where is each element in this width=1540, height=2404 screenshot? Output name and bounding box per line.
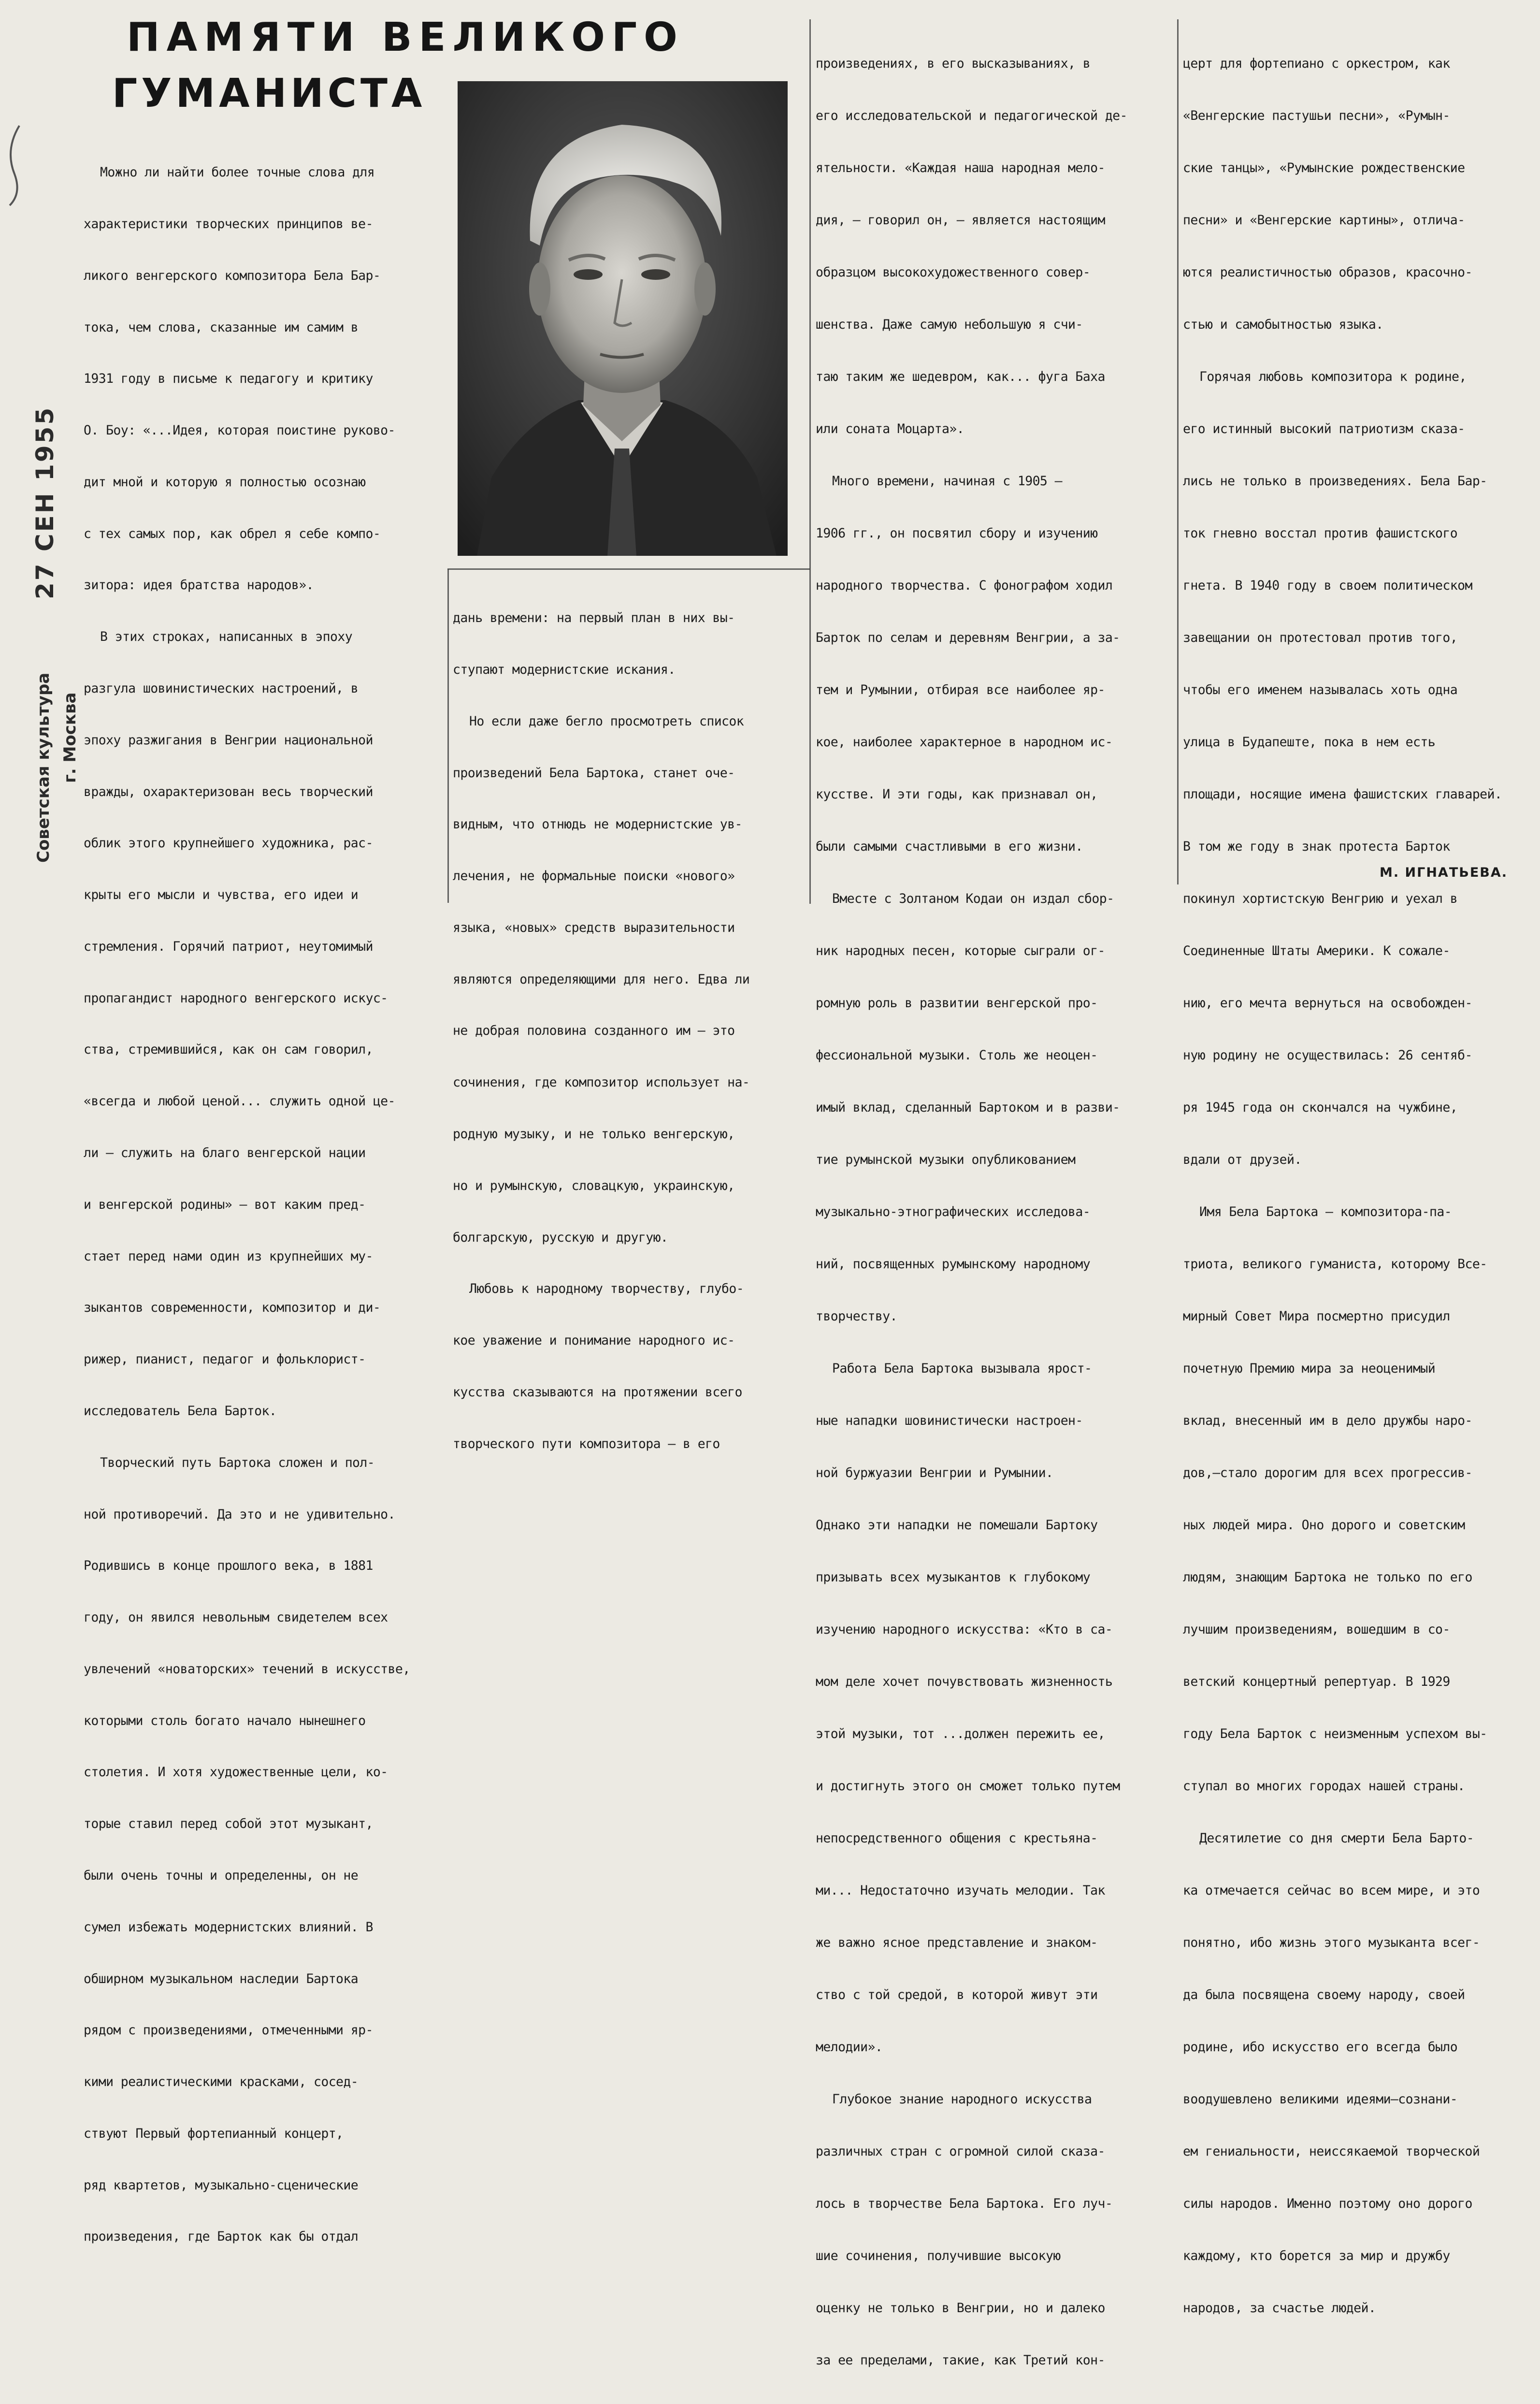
text-line: кими реалистическими красками, сосед- — [84, 2074, 359, 2090]
text-line: сумел избежать модернистских влияний. В — [84, 1919, 373, 1935]
text-line: тока, чем слова, сказанные им самим в — [84, 319, 359, 335]
text-line: зыкантов современности, композитор и ди- — [84, 1300, 381, 1316]
text-line: кое уважение и понимание народного ис- — [453, 1333, 735, 1348]
text-line: рядом с произведениями, отмеченными яр- — [84, 2023, 373, 2038]
text-line: Глубокое знание народного искусства — [832, 2092, 1092, 2107]
text-line: ветский концертный репертуар. В 1929 — [1183, 1674, 1450, 1690]
text-line: ликого венгерского композитора Бела Бар- — [84, 268, 381, 283]
text-line: ной буржуазии Венгрии и Румынии. — [816, 1465, 1053, 1481]
text-line: но и румынскую, словацкую, украинскую, — [453, 1178, 735, 1193]
text-line: и венгерской родины» — вот каким пред- — [84, 1197, 366, 1212]
text-line: произведения, где Барток как бы отдал — [84, 2229, 359, 2245]
text-line: ных людей мира. Оно дорого и советским — [1183, 1518, 1465, 1533]
photo-bottom-rule — [447, 568, 810, 570]
text-line: вклад, внесенный им в дело дружбы наро- — [1183, 1413, 1472, 1429]
text-line: дит мной и которую я полностью осознаю — [84, 474, 366, 490]
text-line: кусства сказываются на протяжении всего — [453, 1384, 742, 1400]
text-line: являются определяющими для него. Едва ли — [453, 971, 750, 987]
text-line: ство с той средой, в которой живут эти — [816, 1987, 1098, 2003]
text-line: ствуют Первый фортепианный концерт, — [84, 2126, 344, 2141]
text-line: его исследовательской и педагогической де- — [816, 108, 1127, 124]
text-line: Соединенные Штаты Америки. К сожале- — [1183, 943, 1450, 959]
text-line: изучению народного искусства: «Кто в са- — [816, 1622, 1113, 1637]
text-line: рижер, пианист, педагог и фольклорист- — [84, 1352, 366, 1367]
article-column-3 — [816, 20, 1173, 2368]
text-line: тем и Румынии, отбирая все наиболее яр- — [816, 682, 1105, 698]
text-line: нию, его мечта вернуться на освобожден- — [1183, 996, 1472, 1011]
text-line: Можно ли найти более точные слова для — [100, 165, 375, 180]
column-rule-1 — [447, 569, 449, 903]
text-line: имый вклад, сделанный Бартоком и в разви- — [816, 1100, 1120, 1115]
text-line: шенства. Даже самую небольшую я счи- — [816, 317, 1083, 333]
text-line: шие сочинения, получившие высокую — [816, 2248, 1061, 2264]
text-line: мом деле хочет почувствовать жизненность — [816, 1674, 1113, 1690]
text-line: силы народов. Именно поэтому оно дорого — [1183, 2196, 1472, 2212]
text-line: ные нападки шовинистически настроен- — [816, 1413, 1083, 1429]
text-line: ские танцы», «Румынские рождественские — [1183, 160, 1465, 176]
text-line: непосредственного общения с крестьяна- — [816, 1831, 1098, 1846]
text-line: лучшим произведениям, вошедшим в со- — [1183, 1622, 1450, 1637]
text-line: вражды, охарактеризован весь творческий — [84, 784, 373, 799]
text-line: ступают модернистские искания. — [453, 662, 676, 677]
text-line: Барток по селам и деревням Венгрии, а за- — [816, 630, 1120, 646]
text-line: почетную Премию мира за неоценимый — [1183, 1361, 1436, 1376]
column-rule-2 — [809, 19, 811, 904]
text-line: столетия. И хотя художественные цели, ко- — [84, 1765, 388, 1780]
text-line: понятно, ибо жизнь этого музыканта всег- — [1183, 1935, 1480, 1951]
text-line: да была посвящена своему народу, своей — [1183, 1987, 1465, 2003]
text-line: Но если даже бегло просмотреть список — [469, 713, 744, 729]
text-line: пропагандист народного венгерского искус- — [84, 990, 388, 1006]
text-line: ток гневно восстал против фашистского — [1183, 526, 1458, 541]
text-line: были самыми счастливыми в его жизни. — [816, 839, 1083, 854]
text-line: народов, за счастье людей. — [1183, 2301, 1376, 2316]
newspaper-stamp: Советская культура — [34, 672, 53, 863]
text-line: ной противоречий. Да это и не удивительно. — [84, 1506, 395, 1522]
text-line: лось в творчестве Бела Бартока. Его луч- — [816, 2196, 1113, 2212]
text-line: торые ставил перед собой этот музыкант, — [84, 1816, 373, 1832]
text-line: родную музыку, и не только венгерскую, — [453, 1127, 735, 1142]
text-line: и достигнуть этого он сможет только путем — [816, 1779, 1120, 1794]
column-rule-3 — [1177, 19, 1179, 884]
text-line: произведениях, в его высказываниях, в — [816, 56, 1091, 72]
text-line: песни» и «Венгерские картины», отлича- — [1183, 213, 1465, 228]
text-line: ства, стремившийся, как он сам говорил, — [84, 1042, 373, 1057]
text-line: Родившись в конце прошлого века, в 1881 — [84, 1558, 373, 1574]
text-line: покинул хортистскую Венгрию и уехал в — [1183, 891, 1458, 907]
text-line: чтобы его именем называлась хоть одна — [1183, 682, 1458, 698]
date-stamp: 27 СЕН 1955 — [31, 405, 59, 599]
text-line: болгарскую, русскую и другую. — [453, 1230, 668, 1245]
text-line: крыты его мысли и чувства, его идеи и — [84, 887, 359, 903]
text-line: произведений Бела Бартока, станет оче- — [453, 765, 735, 781]
text-line: были очень точны и определенны, он не — [84, 1868, 359, 1883]
headline-line-2: ГУМАНИСТА — [112, 71, 426, 116]
text-line: исследователь Бела Барток. — [84, 1403, 277, 1419]
text-line: призывать всех музыкантов к глубокому — [816, 1570, 1091, 1585]
text-line: В том же году в знак протеста Барток — [1183, 839, 1450, 854]
text-line: 1931 году в письме к педагогу и критику — [84, 371, 373, 387]
text-line: сочинения, где композитор использует на- — [453, 1075, 750, 1090]
text-line: В этих строках, написанных в эпоху — [100, 629, 353, 645]
text-line: улица в Будапеште, пока в нем есть — [1183, 735, 1436, 750]
pencil-mark-icon — [0, 121, 29, 208]
text-line: триота, великого гуманиста, которому Все- — [1183, 1257, 1487, 1272]
text-line: Любовь к народному творчеству, глубо- — [469, 1281, 744, 1297]
text-line: этой музыки, тот ...должен пережить ее, — [816, 1726, 1105, 1742]
text-line: ми... Недостаточно изучать мелодии. Так — [816, 1883, 1105, 1898]
text-line: лечения, не формальные поиски «нового» — [453, 869, 735, 884]
text-line: Горячая любовь композитора к родине, — [1199, 369, 1467, 385]
text-line: образцом высокохудожественного совер- — [816, 265, 1091, 280]
text-line: оценку не только в Венгрии, но и далеко — [816, 2301, 1105, 2316]
text-line: Много времени, начиная с 1905 — — [832, 474, 1062, 489]
text-line: облик этого крупнейшего художника, рас- — [84, 836, 373, 851]
text-line: каждому, кто борется за мир и дружбу — [1183, 2248, 1450, 2264]
text-line: или соната Моцарта». — [816, 421, 964, 437]
text-line: вдали от друзей. — [1183, 1152, 1302, 1168]
text-line: различных стран с огромной силой сказа- — [816, 2144, 1105, 2159]
text-line: фессиональной музыки. Столь же неоцен- — [816, 1048, 1098, 1063]
text-line: которыми столь богато начало нынешнего — [84, 1713, 366, 1728]
text-line: ряд квартетов, музыкально-сценические — [84, 2177, 359, 2193]
text-line: стремления. Горячий патриот, неутомимый — [84, 939, 373, 954]
text-line: дань времени: на первый план в них вы- — [453, 610, 735, 626]
text-line: лись не только в произведениях. Бела Бар- — [1183, 474, 1487, 489]
text-line: Однако эти нападки не помешали Бартоку — [816, 1518, 1098, 1533]
text-line: году Бела Барток с неизменным успехом вы- — [1183, 1726, 1487, 1742]
text-line: дия, — говорил он, — является настоящим — [816, 213, 1105, 228]
text-line: родине, ибо искусство его всегда было — [1183, 2040, 1458, 2055]
text-line: О. Боу: «...Идея, которая поистине руково- — [84, 423, 395, 438]
text-line: народного творчества. С фонографом ходил — [816, 578, 1113, 594]
text-line: кусстве. И эти годы, как признавал он, — [816, 787, 1098, 802]
text-line: ную родину не осуществилась: 26 сентяб- — [1183, 1048, 1472, 1063]
text-line: языка, «новых» средств выразительности — [453, 920, 735, 935]
text-line: ря 1945 года он скончался на чужбине, — [1183, 1100, 1458, 1115]
text-line: разгула шовинистических настроений, в — [84, 681, 359, 696]
text-line: мелодии». — [816, 2040, 883, 2055]
text-line: увлечений «новаторских» течений в искусстве, — [84, 1661, 410, 1677]
text-line: воодушевлено великими идеями—сознани- — [1183, 2092, 1458, 2107]
headline-line-1: ПАМЯТИ ВЕЛИКОГО — [127, 14, 684, 60]
text-line: Вместе с Золтаном Кодаи он издал сбор- — [832, 891, 1114, 907]
text-line: завещании он протестовал против того, — [1183, 630, 1458, 646]
text-line: творчеству. — [816, 1309, 897, 1324]
article-column-1 — [84, 130, 441, 2245]
text-line: обширном музыкальном наследии Бартока — [84, 1971, 359, 1986]
text-line: зитора: идея братства народов». — [84, 578, 314, 593]
text-line: за ее пределами, такие, как Третий кон- — [816, 2353, 1105, 2368]
text-line: Имя Бела Бартока — композитора-па- — [1199, 1204, 1452, 1220]
text-line: эпоху разжигания в Венгрии национальной — [84, 732, 373, 748]
text-line: стает перед нами один из крупнейших му- — [84, 1248, 373, 1264]
text-line: гнета. В 1940 году в своем политическом — [1183, 578, 1472, 594]
article-column-2 — [453, 575, 806, 1451]
text-line: мирный Совет Мира посмертно присудил — [1183, 1309, 1450, 1324]
text-line: ступал во многих городах нашей страны. — [1183, 1779, 1465, 1794]
text-line: 1906 гг., он посвятил сбору и изучению — [816, 526, 1098, 541]
text-line: ем гениальности, неиссякаемой творческой — [1183, 2144, 1480, 2159]
text-line: ли — служить на благо венгерской нации — [84, 1145, 366, 1161]
city-stamp: г. Москва — [60, 692, 80, 783]
text-line: Десятилетие со дня смерти Бела Барто- — [1199, 1831, 1474, 1846]
text-line: кое, наиболее характерное в народном ис- — [816, 735, 1113, 750]
text-line: тие румынской музыки опубликованием — [816, 1152, 1076, 1168]
text-line: «Венгерские пастушьи песни», «Румын- — [1183, 108, 1450, 124]
text-line: площади, носящие имена фашистских главарей. — [1183, 787, 1502, 802]
text-line: с тех самых пор, как обрел я себе компо- — [84, 526, 381, 541]
text-line: людям, знающим Бартока не только по его — [1183, 1570, 1472, 1585]
text-line: таю таким же шедевром, как... фуга Баха — [816, 369, 1105, 385]
text-line: ний, посвященных румынскому народному — [816, 1257, 1091, 1272]
text-line: стью и самобытностью языка. — [1183, 317, 1383, 333]
portrait-image — [458, 81, 788, 556]
text-line: творческого пути композитора — в его — [453, 1436, 720, 1451]
text-line: «всегда и любой ценой... служить одной це- — [84, 1094, 395, 1109]
author-signature: М. ИГНАТЬЕВА. — [1380, 865, 1508, 880]
portrait-photo — [458, 81, 788, 556]
text-line: году, он явился невольным свидетелем всех — [84, 1610, 388, 1625]
text-line: не добрая половина созданного им — это — [453, 1023, 735, 1039]
text-line: ятельности. «Каждая наша народная мело- — [816, 160, 1105, 176]
text-line: ромную роль в развитии венгерской про- — [816, 996, 1098, 1011]
text-line: ник народных песен, которые сыграли ог- — [816, 943, 1105, 959]
text-line: же важно ясное представление и знаком- — [816, 1935, 1098, 1951]
text-line: видным, что отнюдь не модернистские ув- — [453, 817, 742, 832]
text-line: церт для фортепиано с оркестром, как — [1183, 56, 1450, 72]
text-line: дов,—стало дорогим для всех прогрессив- — [1183, 1465, 1472, 1481]
text-line: характеристики творческих принципов ве- — [84, 216, 373, 232]
text-line: ка отмечается сейчас во всем мире, и это — [1183, 1883, 1480, 1898]
text-line: Творческий путь Бартока сложен и пол- — [100, 1455, 375, 1470]
text-line: Работа Бела Бартока вызывала ярост- — [832, 1361, 1092, 1376]
text-line: ются реалистичностью образов, красочно- — [1183, 265, 1472, 280]
text-line: его истинный высокий патриотизм сказа- — [1183, 421, 1465, 437]
text-line: музыкально-этнографических исследова- — [816, 1204, 1091, 1220]
